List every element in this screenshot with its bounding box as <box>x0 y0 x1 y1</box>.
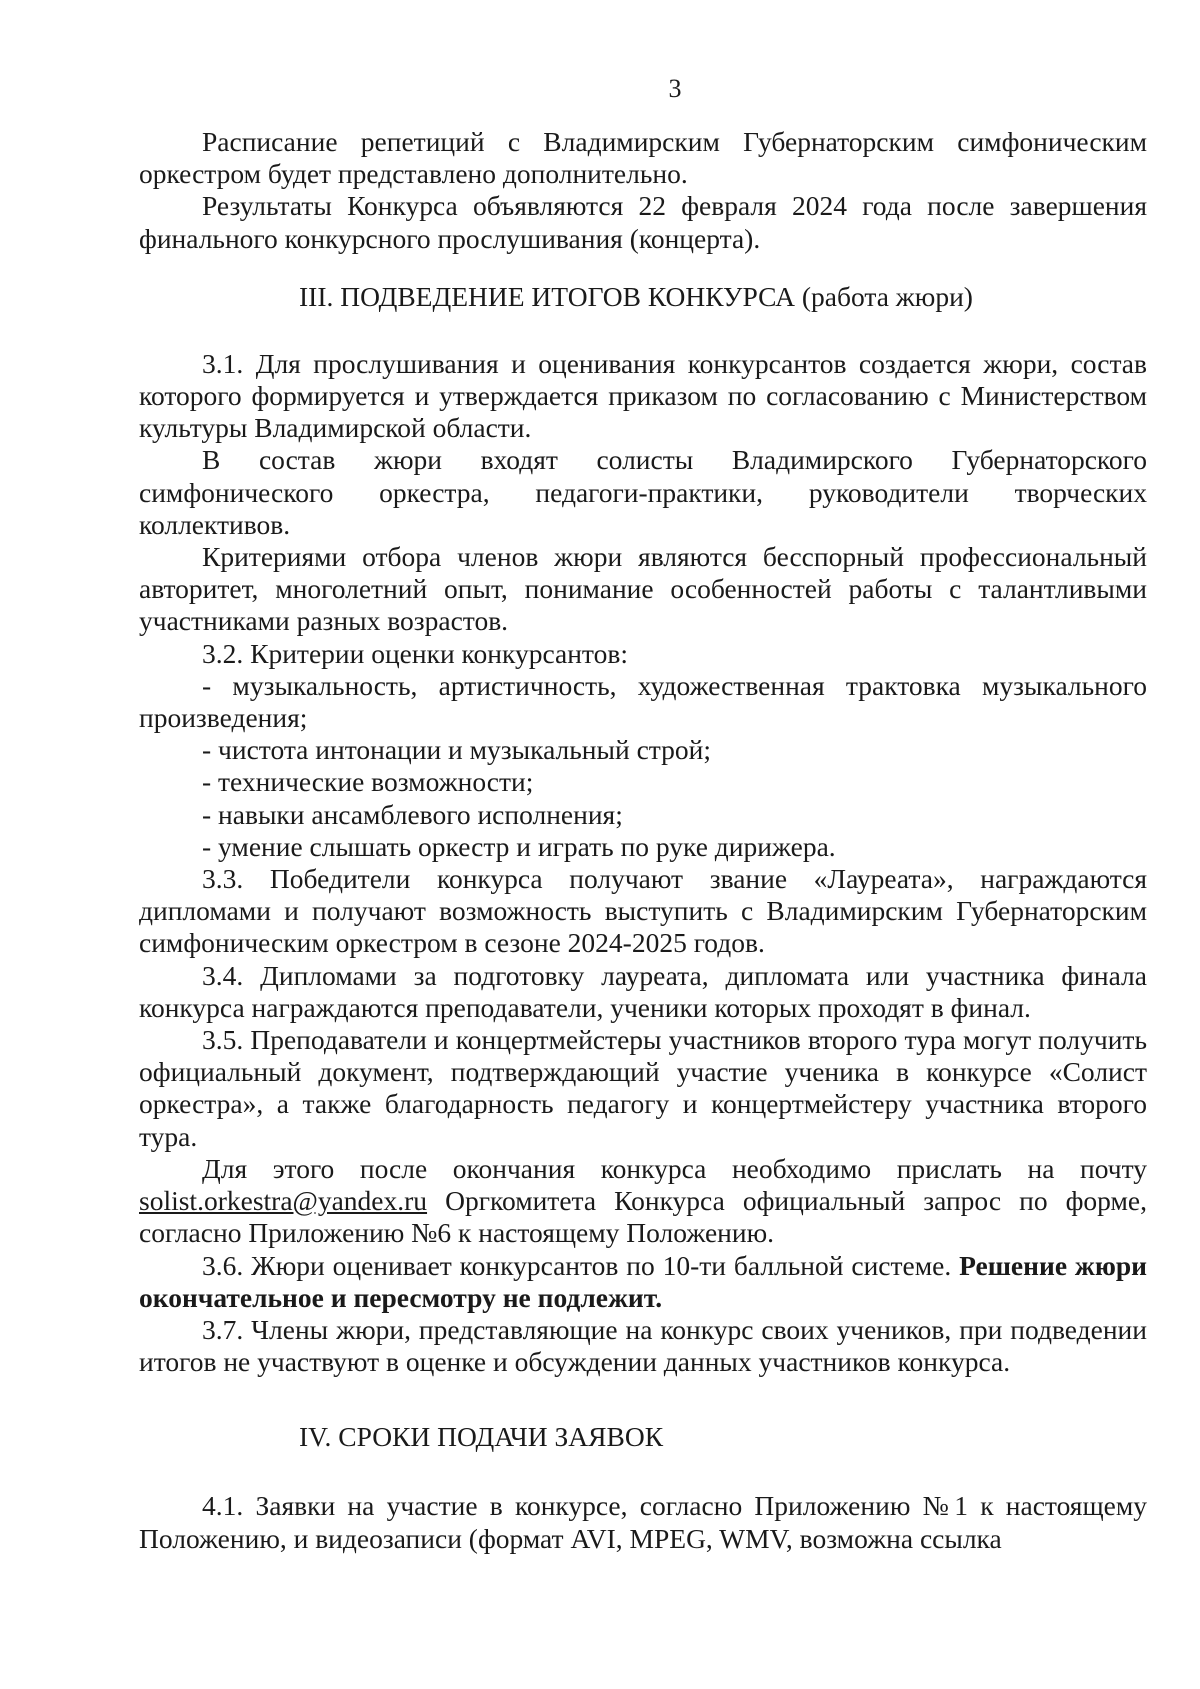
request-text-before: Для этого после окончания конкурса необходимо прислать на почту <box>202 1152 1147 1184</box>
paragraph-jury-composition: В состав жюри входят солисты Владимирского Губернаторского симфонического оркестра, педагоги-практики, руководители творческих коллективов. <box>139 444 1147 540</box>
document-body <box>139 126 1147 1555</box>
criteria-item: - чистота интонации и музыкальный строй; <box>202 734 711 766</box>
paragraph-results-announcement: Результаты Конкурса объявляются 22 февраля 2024 года после завершения финального конкурсного прослушивания (концерта). <box>139 190 1147 254</box>
paragraph-3-2: 3.2. Критерии оценки конкурсантов: <box>202 637 628 669</box>
paragraph-rehearsal-schedule: Расписание репетиций с Владимирским Губернаторским симфоническим оркестром будет представлено дополнительно. <box>139 126 1147 190</box>
criteria-item: - умение слышать оркестр и играть по руке дирижера. <box>202 830 836 862</box>
paragraph-4-1: 4.1. Заявки на участие в конкурсе, согласно Приложению №1 к настоящему Положению, и видеозаписи (формат AVI, MPEG, WMV, возможна ссылка <box>139 1490 1147 1554</box>
paragraph-3-7: 3.7. Члены жюри, представляющие на конкурс своих учеников, при подведении итогов не участвуют в оценке и обсуждении данных участников конкурса. <box>139 1313 1147 1378</box>
section-title-4: IV. СРОКИ ПОДАЧИ ЗАЯВОК <box>299 1421 664 1453</box>
criteria-item: - навыки ансамблевого исполнения; <box>202 798 623 830</box>
paragraph-3-3: 3.3. Победители конкурса получают звание «Лауреата», награждаются дипломами и получают возможность выступить с Владимирским Губернаторским симфоническим оркестром в сезоне 2024-2025 годов. <box>139 863 1147 959</box>
page-number: 3 <box>668 74 682 103</box>
paragraph-3-5: 3.5. Преподаватели и концертмейстеры участников второго тура могут получить официальный документ, подтверждающий участие ученика в конкурсе «Солист оркестра», а также благодарность педагогу и концертмейстеру участника второго тура. <box>139 1024 1147 1152</box>
paragraph-official-request <box>139 1153 1147 1250</box>
request-text-after: Оргкомитета Конкурса официальный запрос по форме, согласно Приложению №6 к настоящему Положению. <box>139 1185 1148 1249</box>
paragraph-3-6-bold: Решение жюри окончательное и пересмотру не подлежит. <box>139 1249 1147 1313</box>
criteria-item: - технические возможности; <box>202 766 534 798</box>
criteria-item: - музыкальность, артистичность, художественная трактовка музыкального произведения; <box>139 669 1147 734</box>
paragraph-3-1: 3.1. Для прослушивания и оценивания конкурсантов создается жюри, состав которого формируется и утверждается приказом по согласованию с Министерством культуры Владимирской области. <box>139 347 1147 444</box>
paragraph-3-6-text: 3.6. Жюри оценивает конкурсантов по 10-ти балльной системе. <box>202 1249 952 1281</box>
paragraph-3-4: 3.4. Дипломами за подготовку лауреата, дипломата или участника финала конкурса награждаются преподаватели, ученики которых проходят в финал. <box>139 959 1147 1023</box>
paragraph-3-6 <box>139 1250 1147 1314</box>
paragraph-jury-criteria: Критериями отбора членов жюри являются бесспорный профессиональный авторитет, многолетний опыт, понимание особенностей работы с талантливыми участниками разных возрастов. <box>139 541 1147 637</box>
email-link[interactable]: solist.orkestra@yandex.ru <box>139 1185 428 1217</box>
section-title-3: III. ПОДВЕДЕНИЕ ИТОГОВ КОНКУРСА (работа жюри) <box>299 280 973 312</box>
